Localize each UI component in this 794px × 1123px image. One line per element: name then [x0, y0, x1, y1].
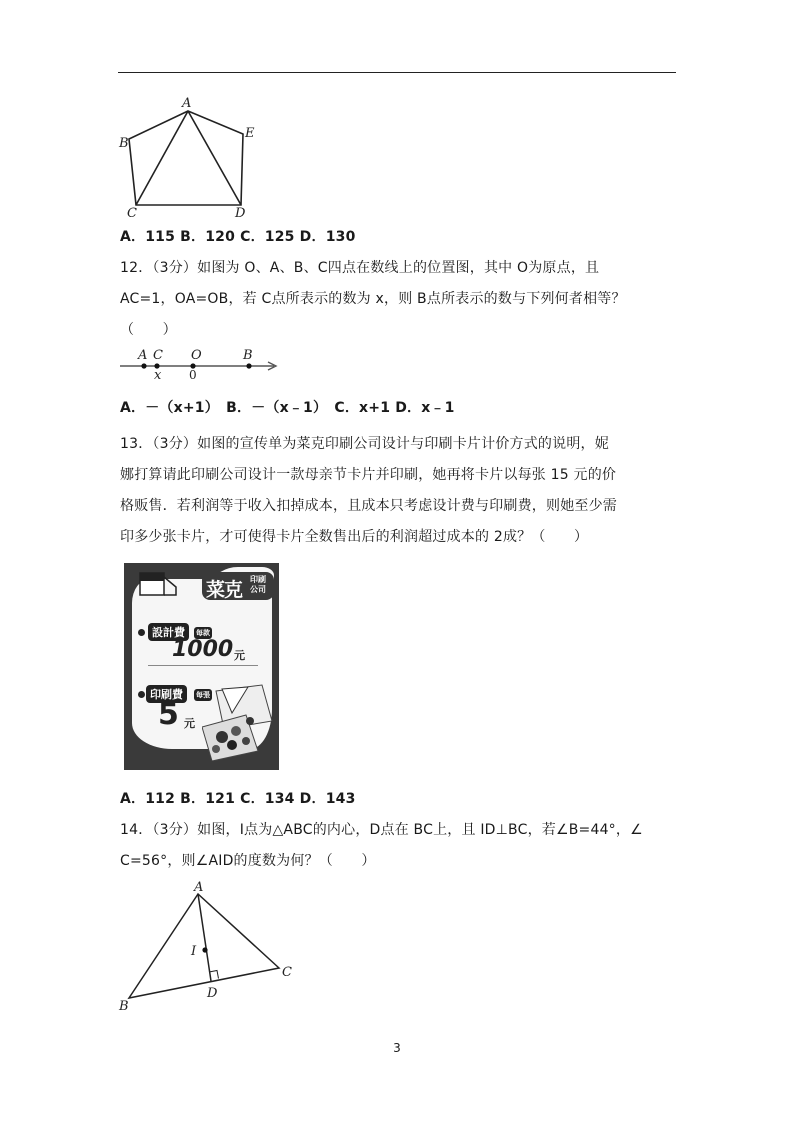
nl-label-b: B	[243, 348, 253, 363]
design-fee-label: 設計費	[148, 623, 189, 641]
print-fee-bullet-icon	[138, 691, 145, 698]
label-c: C	[127, 206, 137, 220]
point-i	[202, 947, 207, 952]
label-e: E	[245, 126, 255, 141]
diagonal-ac	[136, 111, 188, 205]
printer-icon	[136, 569, 182, 601]
q13-line4: 印多少张卡片，才可使得卡片全数售出后的利润超过成本的 2成？（ ）	[120, 529, 589, 545]
pentagon-figure	[115, 95, 265, 220]
print-fee-amount: 5	[158, 697, 179, 732]
q13-choices: A．112 B．121 C．134 D．143	[120, 791, 356, 807]
point-b	[246, 363, 251, 368]
label-a: A	[182, 96, 192, 111]
q13-line1: 13．（3分）如图的宣传单为菜克印刷公司设计与印刷卡片计价方式的说明，妮	[120, 436, 609, 452]
label-d: D	[235, 206, 246, 220]
q14-line2: C=56°，则∠AID的度数为何？（ ）	[120, 853, 376, 869]
q12-line3: （ ）	[120, 322, 177, 338]
flyer-brand-name: 菜克	[206, 579, 243, 601]
pentagon-outline	[129, 111, 243, 205]
q11-choices: A．115 B．120 C．125 D．130	[120, 229, 356, 245]
tri-label-b: B	[119, 999, 129, 1014]
sample-cards-icon	[202, 681, 276, 761]
nl-label-c: C	[153, 348, 163, 363]
page-number: 3	[393, 1041, 401, 1055]
tri-label-i: I	[191, 944, 197, 959]
number-line-figure	[118, 346, 288, 382]
print-fee-label: 印刷費	[146, 685, 187, 703]
print-fee-unit-label: 每張	[196, 691, 210, 699]
q13-line3: 格贩售．若利润等于收入扣掉成本，且成本只考虑设计费与印刷费，则她至少需	[120, 498, 617, 514]
q14-line1: 14．（3分）如图，I点为△ABC的内心，D点在 BC上，且 ID⊥BC，若∠B=44°，∠	[120, 822, 643, 838]
tri-label-c: C	[282, 965, 292, 980]
q12-line1: 12．（3分）如图为 O、A、B、C四点在数线上的位置图，其中 O为原点，且	[120, 260, 600, 276]
design-fee-currency: 元	[234, 649, 245, 662]
nl-label-zero: 0	[189, 368, 197, 382]
nl-label-o: O	[191, 348, 202, 363]
diagonal-ad	[188, 111, 241, 205]
triangle-abc	[129, 894, 279, 998]
point-a	[141, 363, 146, 368]
flyer-brand-sub: 印刷公司	[250, 575, 266, 594]
segment-ad	[198, 894, 211, 981]
q12-choices: A．－（x+1） B．－（x﹣1） C．x+1 D．x﹣1	[120, 400, 455, 416]
q12-line2: AC=1，OA=OB，若 C点所表示的数为 x，则 B点所表示的数与下列何者相等？	[120, 291, 626, 307]
nl-label-x: x	[154, 368, 162, 382]
design-fee-amount: 1000	[172, 637, 234, 662]
triangle-figure	[112, 880, 302, 1015]
print-fee-currency: 元	[184, 717, 195, 730]
header-rule	[118, 72, 676, 73]
tri-label-d: D	[207, 986, 218, 1001]
design-fee-unit-label: 每款	[196, 629, 210, 637]
print-shop-flyer	[124, 563, 279, 770]
q13-line2: 娜打算请此印刷公司设计一款母亲节卡片并印刷，她再将卡片以每张 15 元的价	[120, 467, 617, 483]
design-fee-bullet-icon	[138, 629, 145, 636]
tri-label-a: A	[194, 880, 204, 895]
nl-label-a: A	[138, 348, 148, 363]
flyer-brand	[202, 572, 274, 600]
label-b: B	[119, 136, 129, 151]
